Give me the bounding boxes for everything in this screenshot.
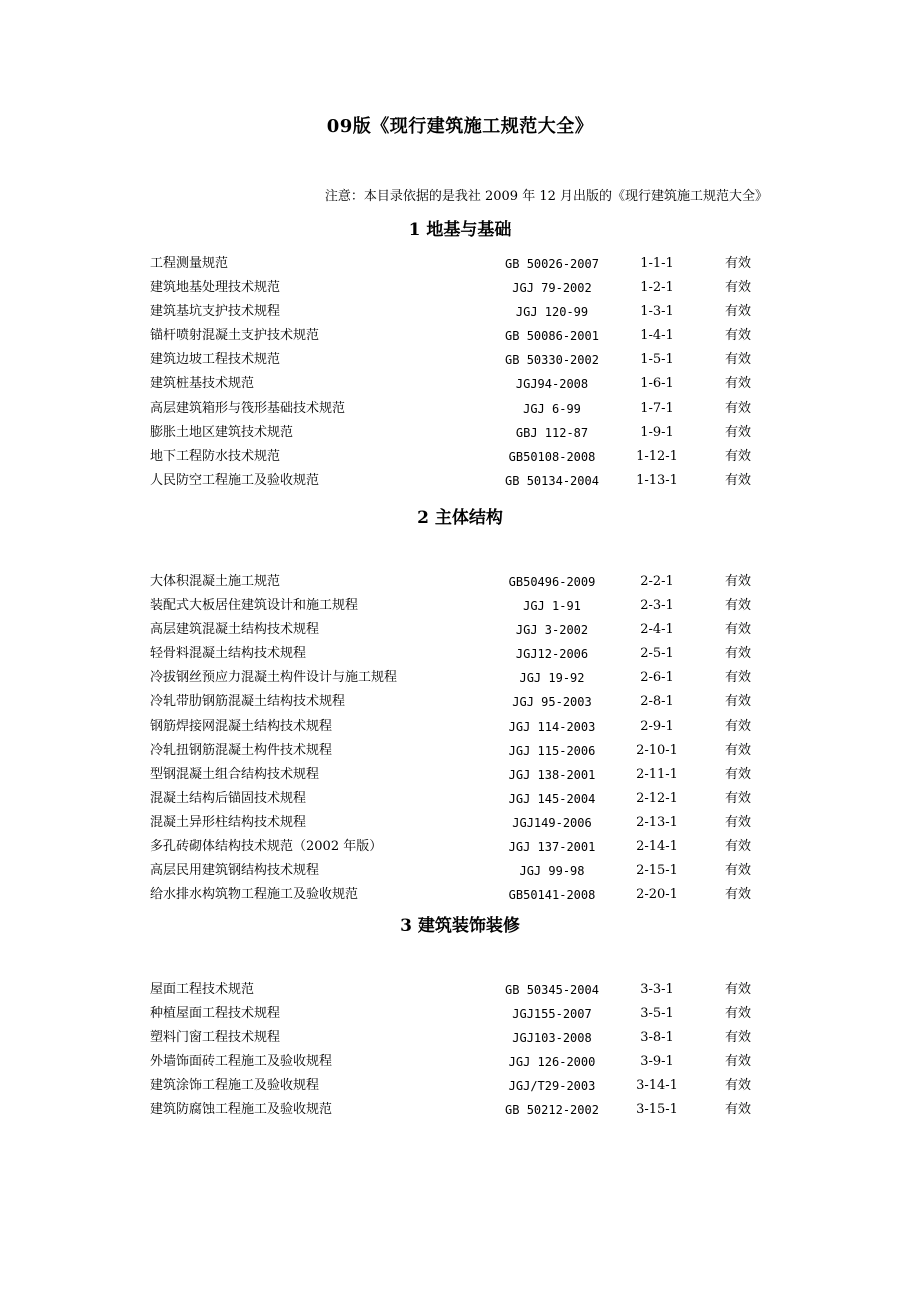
spec-page: 1-9-1 <box>640 424 674 440</box>
spec-code: GB50141-2008 <box>508 888 596 903</box>
section-rows <box>0 570 920 907</box>
spec-status: 有效 <box>724 472 751 488</box>
spec-name: 塑料门窗工程技术规程 <box>150 1030 281 1046</box>
spec-status: 有效 <box>724 694 751 710</box>
spec-name: 多孔砖砌体结构技术规范（2002 年版） <box>150 839 383 855</box>
spec-name: 建筑基坑支护技术规程 <box>150 304 281 320</box>
spec-status: 有效 <box>724 256 751 271</box>
spec-status: 有效 <box>724 424 751 440</box>
spec-status: 有效 <box>724 1006 751 1022</box>
spec-page: 3-15-1 <box>636 1102 678 1118</box>
spec-status: 有效 <box>724 982 751 997</box>
spec-name: 建筑涂饰工程施工及验收规程 <box>150 1078 320 1094</box>
spec-name: 建筑防腐蚀工程施工及验收规范 <box>150 1102 333 1118</box>
spec-row <box>0 739 920 763</box>
spec-status: 有效 <box>724 742 751 758</box>
spec-row <box>0 859 920 883</box>
spec-row <box>0 300 920 324</box>
section-title: 1 地基与基础 <box>408 220 512 240</box>
spec-name: 工程测量规范 <box>150 256 229 271</box>
spec-status: 有效 <box>724 448 751 464</box>
spec-code: JGJ 126-2000 <box>508 1055 596 1070</box>
spec-page: 1-1-1 <box>640 256 674 271</box>
spec-name: 屋面工程技术规范 <box>150 982 255 997</box>
spec-name: 型钢混凝土组合结构技术规程 <box>150 766 320 782</box>
spec-code: JGJ 1-91 <box>523 599 581 614</box>
spec-page: 1-3-1 <box>640 304 674 320</box>
spec-page: 1-7-1 <box>640 400 674 416</box>
spec-page: 2-13-1 <box>636 814 678 830</box>
spec-status: 有效 <box>724 352 751 368</box>
spec-code: GB 50212-2002 <box>505 1103 599 1118</box>
spec-code: JGJ12-2006 <box>515 647 589 662</box>
spec-code: JGJ155-2007 <box>512 1007 592 1022</box>
spec-row <box>0 469 920 493</box>
spec-status: 有效 <box>724 1030 751 1046</box>
spec-page: 3-14-1 <box>636 1078 678 1094</box>
spec-status: 有效 <box>724 1054 751 1070</box>
spec-status: 有效 <box>724 574 751 589</box>
spec-code: JGJ 6-99 <box>523 401 581 416</box>
spec-name: 轻骨料混凝土结构技术规程 <box>150 646 307 662</box>
spec-status: 有效 <box>724 790 751 806</box>
spec-name: 冷拔钢丝预应力混凝土构件设计与施工规程 <box>150 670 398 686</box>
spec-row <box>0 348 920 372</box>
spec-code: JGJ 114-2003 <box>508 719 596 734</box>
spec-name: 建筑桩基技术规范 <box>150 376 255 392</box>
section-rows <box>0 978 920 1123</box>
spec-name: 人民防空工程施工及验收规范 <box>150 472 320 488</box>
spec-code: JGJ 19-92 <box>519 671 585 686</box>
spec-name: 冷轧扭钢筋混凝土构件技术规程 <box>150 742 333 758</box>
spec-code: JGJ103-2008 <box>512 1031 592 1046</box>
spec-name: 给水排水构筑物工程施工及验收规范 <box>150 887 359 903</box>
spec-page: 1-13-1 <box>636 472 678 488</box>
spec-page: 2-20-1 <box>636 887 678 903</box>
spec-status: 有效 <box>724 400 751 416</box>
spec-row <box>0 787 920 811</box>
spec-page: 2-9-1 <box>640 718 674 734</box>
spec-row <box>0 1026 920 1050</box>
spec-code: JGJ94-2008 <box>515 377 589 392</box>
spec-name: 建筑边坡工程技术规范 <box>150 352 281 368</box>
spec-row <box>0 276 920 300</box>
spec-code: GB 50026-2007 <box>505 257 599 271</box>
spec-status: 有效 <box>724 1102 751 1118</box>
spec-code: GB 50134-2004 <box>505 473 599 488</box>
spec-status: 有效 <box>724 598 751 614</box>
spec-page: 1-6-1 <box>640 376 674 392</box>
section-main-structure <box>0 506 920 907</box>
spec-page: 2-14-1 <box>636 839 678 855</box>
spec-name: 冷轧带肋钢筋混凝土结构技术规程 <box>150 694 346 710</box>
spec-status: 有效 <box>724 839 751 855</box>
spec-page: 3-5-1 <box>640 1006 674 1022</box>
spec-row <box>0 252 920 276</box>
spec-row <box>0 715 920 739</box>
spec-name: 种植屋面工程技术规程 <box>150 1006 281 1022</box>
spec-code: JGJ 99-98 <box>519 864 585 879</box>
spec-page: 2-4-1 <box>640 622 674 638</box>
spec-code: JGJ 138-2001 <box>508 767 596 782</box>
spec-row <box>0 421 920 445</box>
spec-code: GB 50345-2004 <box>505 983 599 997</box>
spec-name: 混凝土异形柱结构技术规程 <box>150 814 307 830</box>
spec-row <box>0 324 920 348</box>
spec-row <box>0 883 920 907</box>
spec-page: 1-5-1 <box>640 352 674 368</box>
spec-page: 1-12-1 <box>636 448 678 464</box>
spec-code: JGJ 137-2001 <box>508 840 596 855</box>
spec-name: 高层建筑箱形与筏形基础技术规范 <box>150 400 346 416</box>
spec-page: 1-4-1 <box>640 328 674 344</box>
spec-row <box>0 690 920 714</box>
source-note: 注意：本目录依据的是我社 2009 年 12 月出版的《现行建筑施工规范大全》 <box>324 189 768 204</box>
spec-row <box>0 1002 920 1026</box>
spec-row <box>0 1074 920 1098</box>
spec-row <box>0 445 920 469</box>
spec-row <box>0 1050 920 1074</box>
spec-status: 有效 <box>724 622 751 638</box>
spec-row <box>0 594 920 618</box>
spec-code: JGJ 95-2003 <box>512 695 592 710</box>
spec-name: 钢筋焊接网混凝土结构技术规程 <box>150 718 333 734</box>
spec-code: JGJ 115-2006 <box>508 743 596 758</box>
spec-row <box>0 642 920 666</box>
spec-code: JGJ/T29-2003 <box>508 1079 596 1094</box>
spec-page: 3-3-1 <box>640 982 674 997</box>
spec-page: 2-3-1 <box>640 598 674 614</box>
spec-code: GB 50086-2001 <box>505 329 599 344</box>
spec-name: 地下工程防水技术规范 <box>150 448 281 464</box>
spec-row <box>0 397 920 421</box>
spec-page: 3-8-1 <box>640 1030 674 1046</box>
spec-status: 有效 <box>724 304 751 320</box>
spec-row <box>0 666 920 690</box>
spec-page: 3-9-1 <box>640 1054 674 1070</box>
section-foundation <box>0 218 920 493</box>
spec-row <box>0 835 920 859</box>
spec-code: GBJ 112-87 <box>515 425 589 440</box>
spec-status: 有效 <box>724 863 751 879</box>
section-rows <box>0 252 920 493</box>
spec-page: 2-6-1 <box>640 670 674 686</box>
spec-status: 有效 <box>724 646 751 662</box>
spec-status: 有效 <box>724 814 751 830</box>
spec-name: 外墙饰面砖工程施工及验收规程 <box>150 1054 333 1070</box>
spec-name: 高层建筑混凝土结构技术规程 <box>150 622 320 638</box>
spec-status: 有效 <box>724 670 751 686</box>
spec-code: GB50108-2008 <box>508 449 596 464</box>
spec-status: 有效 <box>724 887 751 903</box>
spec-code: JGJ 145-2004 <box>508 791 596 806</box>
spec-status: 有效 <box>724 766 751 782</box>
spec-code: GB 50330-2002 <box>505 353 599 368</box>
spec-page: 2-12-1 <box>636 790 678 806</box>
spec-code: JGJ 79-2002 <box>512 281 592 296</box>
spec-code: GB50496-2009 <box>508 575 596 589</box>
spec-row <box>0 763 920 787</box>
spec-status: 有效 <box>724 718 751 734</box>
spec-row <box>0 1098 920 1122</box>
spec-page: 2-10-1 <box>636 742 678 758</box>
section-decoration <box>0 914 920 1123</box>
spec-row <box>0 978 920 1002</box>
spec-page: 2-11-1 <box>636 766 678 782</box>
spec-page: 2-2-1 <box>640 574 674 589</box>
spec-status: 有效 <box>724 280 751 296</box>
spec-code: JGJ 120-99 <box>515 305 589 320</box>
spec-page: 1-2-1 <box>640 280 674 296</box>
spec-row <box>0 372 920 396</box>
spec-code: JGJ149-2006 <box>512 815 592 830</box>
spec-name: 建筑地基处理技术规范 <box>150 280 281 296</box>
spec-name: 大体积混凝土施工规范 <box>150 574 281 589</box>
spec-page: 2-5-1 <box>640 646 674 662</box>
spec-status: 有效 <box>724 328 751 344</box>
spec-code: JGJ 3-2002 <box>515 623 589 638</box>
spec-status: 有效 <box>724 376 751 392</box>
spec-name: 装配式大板居住建筑设计和施工规程 <box>150 598 359 614</box>
spec-name: 膨胀土地区建筑技术规范 <box>150 424 294 440</box>
spec-status: 有效 <box>724 1078 751 1094</box>
section-title: 3 建筑装饰装修 <box>400 916 520 936</box>
spec-page: 2-8-1 <box>640 694 674 710</box>
spec-row <box>0 811 920 835</box>
spec-name: 锚杆喷射混凝土支护技术规范 <box>150 328 320 344</box>
spec-row <box>0 618 920 642</box>
page-title: 09版《现行建筑施工规范大全》 <box>326 116 594 137</box>
spec-row <box>0 570 920 594</box>
spec-name: 高层民用建筑钢结构技术规程 <box>150 863 320 879</box>
section-title: 2 主体结构 <box>417 508 503 528</box>
spec-page: 2-15-1 <box>636 863 678 879</box>
spec-name: 混凝土结构后锚固技术规程 <box>150 790 307 806</box>
